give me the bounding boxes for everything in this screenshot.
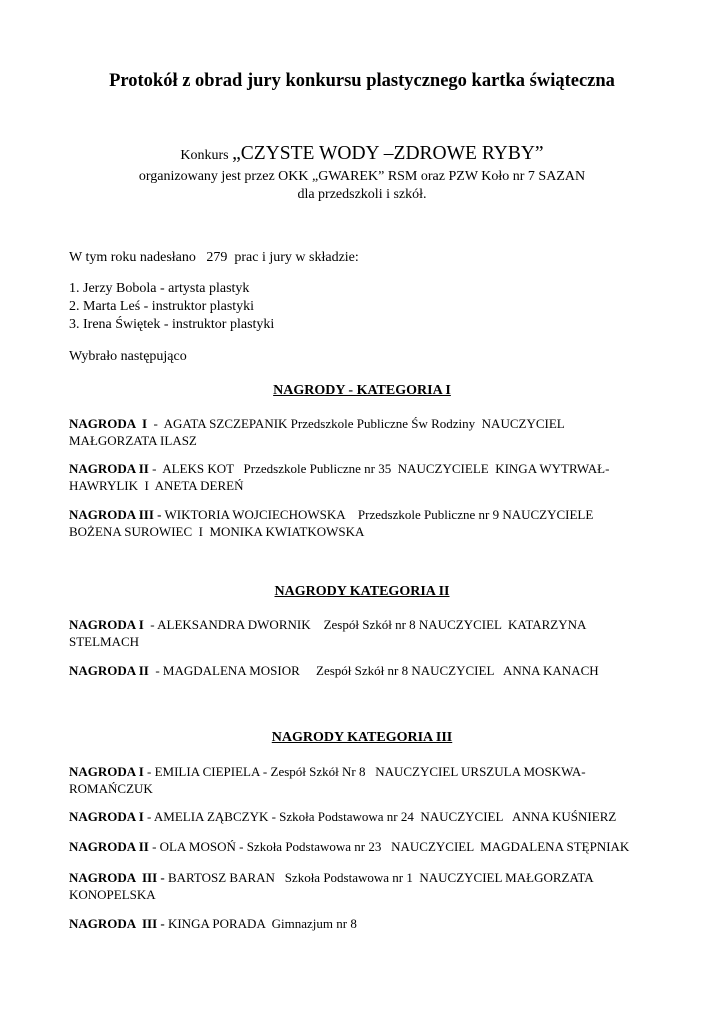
award-text: BOŻENA SUROWIEC I MONIKA KWIATKOWSKA <box>69 524 365 539</box>
award-entry <box>69 616 644 650</box>
award-label: NAGRODA I <box>69 416 148 431</box>
award-text: MAŁGORZATA ILASZ <box>69 433 197 448</box>
award-label: NAGRODA III - <box>69 507 162 522</box>
award-text: ROMAŃCZUK <box>69 781 153 796</box>
intro-text: W tym roku nadesłano 279 prac i jury w składzie: <box>69 250 359 265</box>
award-label: NAGRODA I <box>69 617 144 632</box>
award-label: NAGRODA II <box>69 663 149 678</box>
category-heading: NAGRODY KATEGORIA III <box>271 730 453 745</box>
award-entry <box>69 460 644 494</box>
award-entry <box>69 506 644 540</box>
award-text: - EMILIA CIEPIELA - Zespół Szkół Nr 8 NAUCZYCIEL URSZULA MOSKWA- <box>143 764 586 779</box>
award-entry <box>69 838 644 855</box>
contest-prefix: Konkurs <box>180 148 233 163</box>
award-entry <box>69 869 644 903</box>
award-entry <box>69 415 644 449</box>
award-entry <box>69 915 644 932</box>
award-text: - AMELIA ZĄBCZYK - Szkoła Podstawowa nr 24 NAUCZYCIEL ANNA KUŚNIERZ <box>143 809 617 824</box>
contest-info <box>0 142 724 204</box>
jury-list <box>69 280 669 334</box>
award-label: NAGRODA I <box>69 809 144 824</box>
award-text: KINGA PORADA Gimnazjum nr 8 <box>164 916 357 931</box>
category-heading: NAGRODY - KATEGORIA I <box>273 383 451 398</box>
contest-title-line <box>0 142 724 168</box>
award-text: STELMACH <box>69 634 140 649</box>
award-text: HAWRYLIK I ANETA DEREŃ <box>69 478 244 493</box>
award-text: - ALEKSANDRA DWORNIK Zespół Szkół nr 8 NAUCZYCIEL KATARZYNA <box>143 617 587 632</box>
award-text: - AGATA SZCZEPANIK Przedszkole Publiczne Św Rodziny NAUCZYCIEL <box>147 416 565 431</box>
jury-member: 3. Irena Świętek - instruktor plastyki <box>69 317 275 332</box>
award-label: NAGRODA II <box>69 461 149 476</box>
jury-member: 2. Marta Leś - instruktor plastyki <box>69 299 255 314</box>
award-entry <box>69 763 644 797</box>
contest-name: „CZYSTE WODY –ZDROWE RYBY” <box>232 143 544 164</box>
award-label: NAGRODA III - <box>69 916 165 931</box>
award-text: - OLA MOSOŃ - Szkoła Podstawowa nr 23 NAUCZYCIEL MAGDALENA STĘPNIAK <box>148 839 630 854</box>
award-label: NAGRODA I <box>69 764 144 779</box>
chose-text: Wybrało następująco <box>69 349 187 364</box>
award-label: NAGRODA II <box>69 839 149 854</box>
page-title: Protokół z obrad jury konkursu plastycznego kartka świąteczna <box>109 71 615 91</box>
award-text: KONOPELSKA <box>69 887 156 902</box>
category-heading: NAGRODY KATEGORIA II <box>274 584 450 599</box>
award-text: - ALEKS KOT Przedszkole Publiczne nr 35 NAUCZYCIELE KINGA WYTRWAŁ- <box>148 461 610 476</box>
award-entry <box>69 662 644 679</box>
award-text: WIKTORIA WOJCIECHOWSKA Przedszkole Publiczne nr 9 NAUCZYCIELE <box>161 507 594 522</box>
award-text: BARTOSZ BARAN Szkoła Podstawowa nr 1 NAUCZYCIEL MAŁGORZATA <box>164 870 594 885</box>
award-label: NAGRODA III - <box>69 870 165 885</box>
award-entry <box>69 808 644 825</box>
jury-member: 1. Jerzy Bobola - artysta plastyk <box>69 281 250 296</box>
award-text: - MAGDALENA MOSIOR Zespół Szkół nr 8 NAUCZYCIEL ANNA KANACH <box>148 663 599 678</box>
contest-audience: dla przedszkoli i szkół. <box>297 187 427 202</box>
contest-organizer: organizowany jest przez OKK „GWAREK” RSM oraz PZW Koło nr 7 SAZAN <box>138 169 586 184</box>
